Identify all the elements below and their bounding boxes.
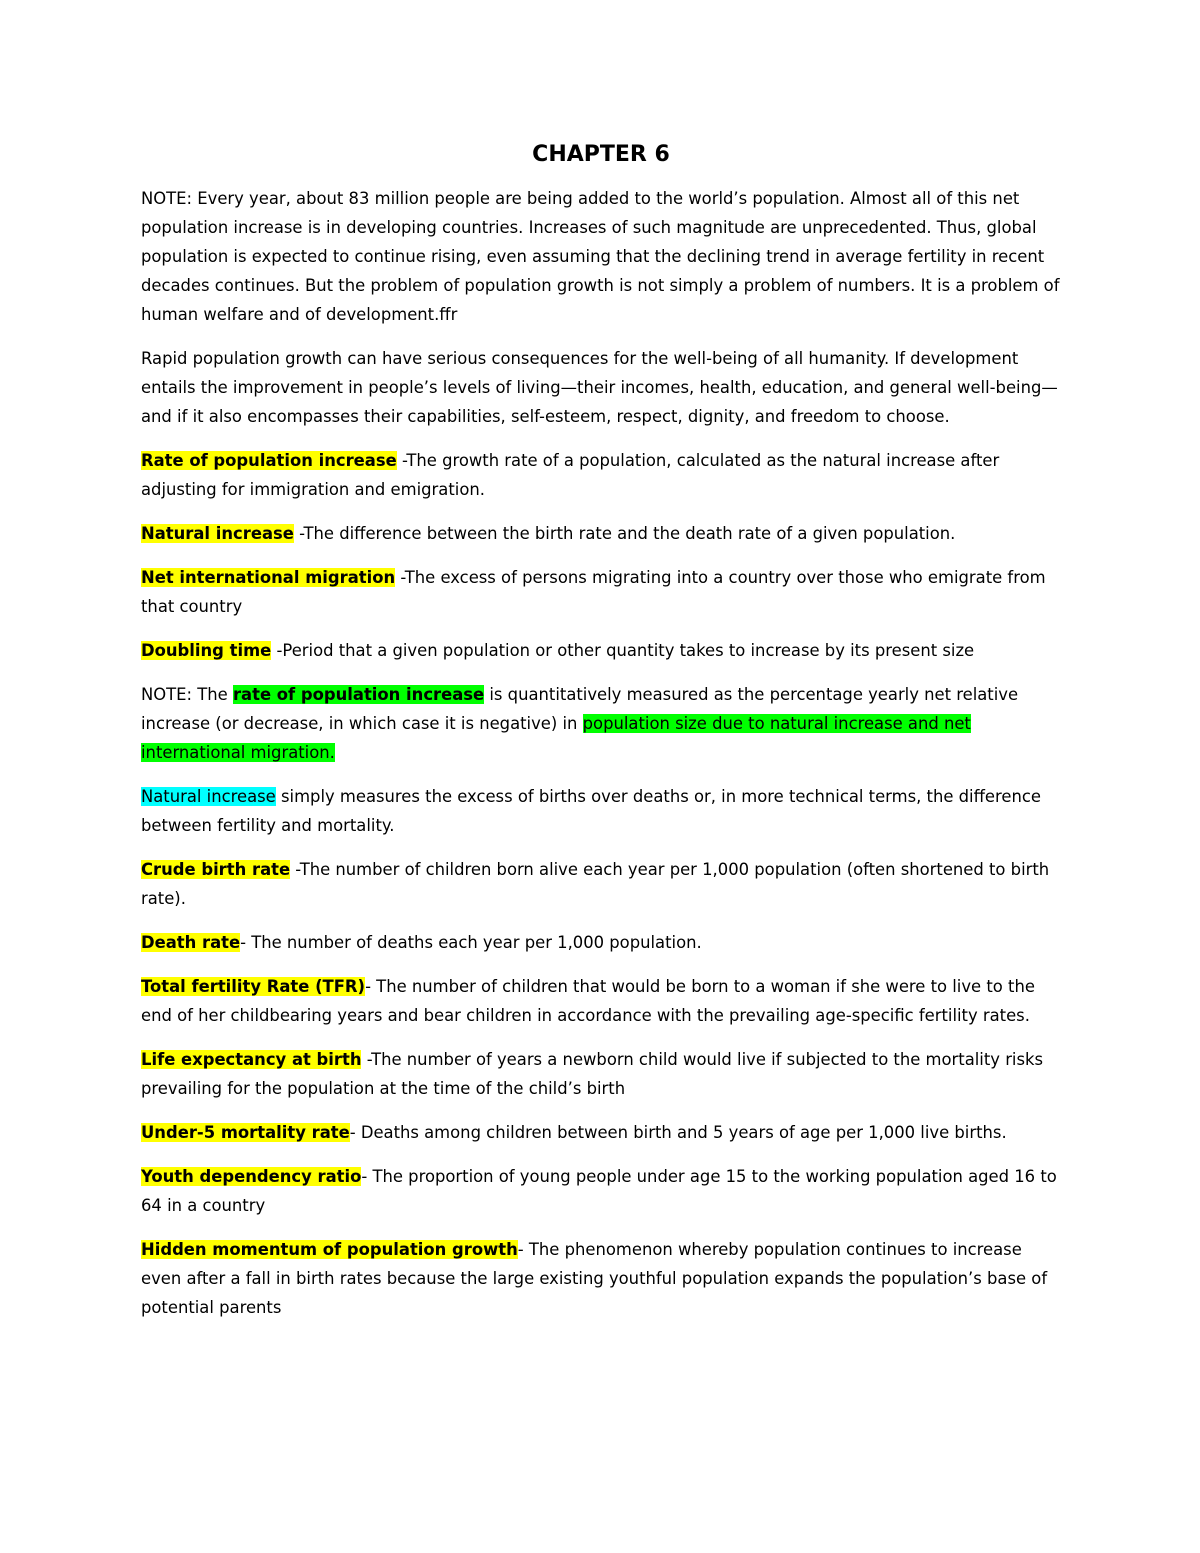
definition-total-fertility-rate <box>141 972 1061 1030</box>
term-highlight: Under-5 mortality rate <box>141 1123 350 1142</box>
term-highlight: Rate of population increase <box>141 451 397 470</box>
term-highlight: Total fertility Rate (TFR) <box>141 977 366 996</box>
green-highlight: population size due to natural increase and net international migration. <box>141 714 971 762</box>
term-highlight: Youth dependency ratio <box>141 1167 362 1186</box>
term-highlight: Natural increase <box>141 524 294 543</box>
term-definition: - Deaths among children between birth and 5 years of age per 1,000 live births. <box>349 1123 1007 1142</box>
term-definition: - The proportion of young people under age 15 to the working population aged 16 to 64 in a country <box>141 1167 1057 1215</box>
note-rest: simply measures the excess of births over deaths or, in more technical terms, the difference between fertility and mortality. <box>141 787 1041 835</box>
term-definition: - The number of deaths each year per 1,000 population. <box>240 933 702 952</box>
term-definition: -The difference between the birth rate and the death rate of a given population. <box>293 524 956 543</box>
definition-crude-birth-rate <box>141 855 1061 913</box>
definition-youth-dependency <box>141 1162 1061 1220</box>
definition-death-rate <box>141 928 1061 957</box>
note-prefix: NOTE: The <box>141 685 233 704</box>
green-highlight: rate of population increase <box>232 685 485 704</box>
term-highlight: Doubling time <box>141 641 272 660</box>
natural-increase-note <box>141 782 1061 840</box>
term-definition: -The number of years a newborn child would live if subjected to the mortality risks prevailing for the population at the time of the child’s birth <box>141 1050 1044 1098</box>
definition-natural-increase <box>141 519 1061 548</box>
term-highlight: Death rate <box>141 933 241 952</box>
intro-paragraph: Rapid population growth can have serious consequences for the well-being of all humanity. If development entails the improvement in people’s levels of living—their incomes, health, education, and general well-being—and if it also encompasses their capabilities, self-esteem, respect, dignity, and freedom to choose. <box>141 349 1058 426</box>
note-middle: is quantitatively measured as the percentage yearly net relative increase (or decrease, in which case it is negative) in <box>141 685 1019 733</box>
definition-under-5-mortality <box>141 1118 1061 1147</box>
document-page <box>141 140 1061 1337</box>
chapter-title: CHAPTER 6 <box>532 142 670 167</box>
term-highlight: Net international migration <box>141 568 396 587</box>
term-definition: -Period that a given population or other quantity takes to increase by its present size <box>271 641 975 660</box>
definition-rate-of-population-increase <box>141 446 1061 504</box>
term-highlight: Hidden momentum of population growth <box>141 1240 518 1259</box>
note-paragraph: NOTE: Every year, about 83 million people are being added to the world’s population. Almost all of this net population increase is in developing countries. Increases of such magnitude are unprecedented. Thus, global population is expected to continue rising, even assuming that the declining trend in average fertility in recent decades continues. But the problem of population growth is not simply a problem of numbers. It is a problem of human welfare and of development.ffr <box>141 189 1060 324</box>
definition-doubling-time <box>141 636 1061 665</box>
definition-life-expectancy <box>141 1045 1061 1103</box>
note-rate-measurement <box>141 680 1061 767</box>
term-definition: -The growth rate of a population, calculated as the natural increase after adjusting for immigration and emigration. <box>141 451 1000 499</box>
term-highlight: Life expectancy at birth <box>141 1050 362 1069</box>
term-definition: - The phenomenon whereby population continues to increase even after a fall in birth rates because the large existing youthful population expands the population’s base of potential parents <box>141 1240 1048 1317</box>
definition-net-international-migration <box>141 563 1061 621</box>
term-definition: -The number of children born alive each year per 1,000 population (often shortened to birth rate). <box>141 860 1050 908</box>
definition-hidden-momentum <box>141 1235 1061 1322</box>
cyan-highlight: Natural increase <box>141 787 276 806</box>
term-definition: -The excess of persons migrating into a country over those who emigrate from that country <box>141 568 1046 616</box>
term-definition: - The number of children that would be born to a woman if she were to live to the end of her childbearing years and bear children in accordance with the prevailing age-specific fertility rates. <box>141 977 1035 1025</box>
term-highlight: Crude birth rate <box>141 860 291 879</box>
